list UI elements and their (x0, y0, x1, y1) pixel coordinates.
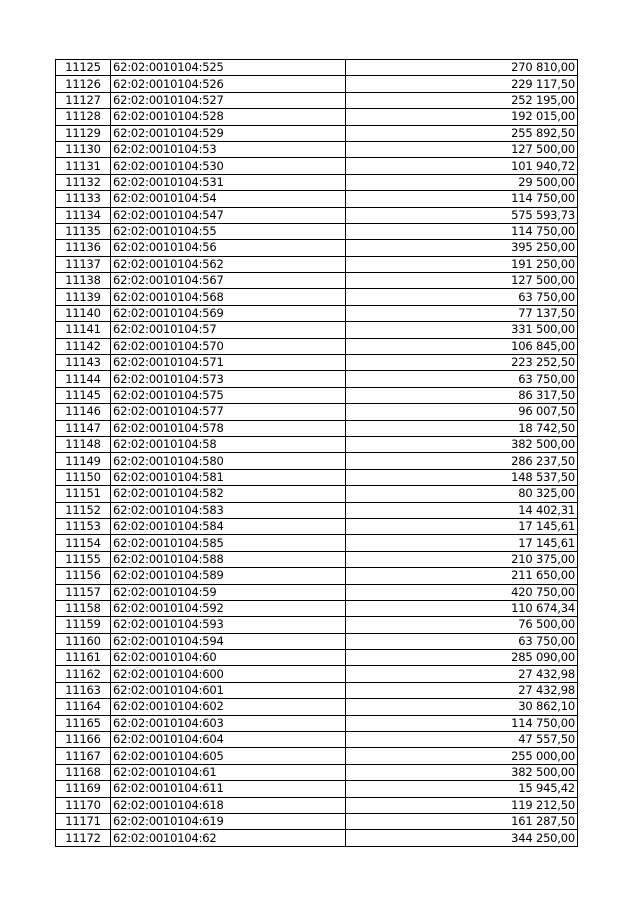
row-number-cell: 11149 (56, 453, 111, 469)
row-number-cell: 11169 (56, 781, 111, 797)
value-cell: 229 117,50 (346, 76, 578, 92)
value-cell: 27 432,98 (346, 682, 578, 698)
value-cell: 223 252,50 (346, 355, 578, 371)
row-number-cell: 11161 (56, 650, 111, 666)
table-row (56, 338, 578, 354)
cadastral-number-cell: 62:02:0010104:600 (111, 666, 346, 682)
row-number-cell: 11141 (56, 322, 111, 338)
cadastral-number-cell: 62:02:0010104:594 (111, 633, 346, 649)
cadastral-number-cell: 62:02:0010104:619 (111, 813, 346, 829)
value-cell: 192 015,00 (346, 109, 578, 125)
value-cell: 77 137,50 (346, 305, 578, 321)
cadastral-number-cell: 62:02:0010104:577 (111, 404, 346, 420)
value-cell: 255 892,50 (346, 125, 578, 141)
value-cell: 63 750,00 (346, 633, 578, 649)
table-row (56, 305, 578, 321)
cadastral-number-cell: 62:02:0010104:578 (111, 420, 346, 436)
cadastral-number-cell: 62:02:0010104:618 (111, 797, 346, 813)
row-number-cell: 11145 (56, 387, 111, 403)
table-row (56, 813, 578, 829)
cadastral-number-cell: 62:02:0010104:547 (111, 207, 346, 223)
table-row (56, 797, 578, 813)
table-row (56, 387, 578, 403)
row-number-cell: 11151 (56, 486, 111, 502)
row-number-cell: 11150 (56, 469, 111, 485)
table-row (56, 453, 578, 469)
table-row (56, 436, 578, 452)
cadastral-number-cell: 62:02:0010104:60 (111, 650, 346, 666)
row-number-cell: 11135 (56, 223, 111, 239)
cadastral-number-cell: 62:02:0010104:58 (111, 436, 346, 452)
table-row (56, 420, 578, 436)
table-row (56, 502, 578, 518)
cadastral-number-cell: 62:02:0010104:54 (111, 191, 346, 207)
row-number-cell: 11139 (56, 289, 111, 305)
table-row (56, 748, 578, 764)
table-row (56, 158, 578, 174)
value-cell: 114 750,00 (346, 715, 578, 731)
table-row (56, 125, 578, 141)
value-cell: 191 250,00 (346, 256, 578, 272)
table-row (56, 600, 578, 616)
row-number-cell: 11138 (56, 273, 111, 289)
cadastral-number-cell: 62:02:0010104:57 (111, 322, 346, 338)
row-number-cell: 11127 (56, 92, 111, 108)
value-cell: 575 593,73 (346, 207, 578, 223)
table-body (56, 60, 578, 847)
value-cell: 76 500,00 (346, 617, 578, 633)
row-number-cell: 11152 (56, 502, 111, 518)
cadastral-number-cell: 62:02:0010104:611 (111, 781, 346, 797)
value-cell: 47 557,50 (346, 732, 578, 748)
cadastral-number-cell: 62:02:0010104:62 (111, 830, 346, 846)
cadastral-number-cell: 62:02:0010104:602 (111, 699, 346, 715)
cadastral-number-cell: 62:02:0010104:567 (111, 273, 346, 289)
value-cell: 114 750,00 (346, 223, 578, 239)
row-number-cell: 11147 (56, 420, 111, 436)
table-row (56, 633, 578, 649)
row-number-cell: 11155 (56, 551, 111, 567)
cadastral-number-cell: 62:02:0010104:570 (111, 338, 346, 354)
cadastral-number-cell: 62:02:0010104:56 (111, 240, 346, 256)
cadastral-number-cell: 62:02:0010104:604 (111, 732, 346, 748)
table-row (56, 92, 578, 108)
row-number-cell: 11171 (56, 813, 111, 829)
row-number-cell: 11125 (56, 60, 111, 76)
cadastral-number-cell: 62:02:0010104:571 (111, 355, 346, 371)
cadastral-number-cell: 62:02:0010104:562 (111, 256, 346, 272)
row-number-cell: 11159 (56, 617, 111, 633)
cadastral-number-cell: 62:02:0010104:526 (111, 76, 346, 92)
row-number-cell: 11133 (56, 191, 111, 207)
cadastral-number-cell: 62:02:0010104:53 (111, 141, 346, 157)
cadastral-number-cell: 62:02:0010104:529 (111, 125, 346, 141)
value-cell: 127 500,00 (346, 141, 578, 157)
table-row (56, 551, 578, 567)
table-row (56, 191, 578, 207)
table-row (56, 584, 578, 600)
cadastral-number-cell: 62:02:0010104:589 (111, 568, 346, 584)
value-cell: 127 500,00 (346, 273, 578, 289)
table-row (56, 273, 578, 289)
value-cell: 382 500,00 (346, 436, 578, 452)
value-cell: 255 000,00 (346, 748, 578, 764)
table-row (56, 371, 578, 387)
cadastral-number-cell: 62:02:0010104:61 (111, 764, 346, 780)
value-cell: 15 945,42 (346, 781, 578, 797)
value-cell: 211 650,00 (346, 568, 578, 584)
cadastral-number-cell: 62:02:0010104:605 (111, 748, 346, 764)
table-row (56, 76, 578, 92)
table-row (56, 404, 578, 420)
row-number-cell: 11148 (56, 436, 111, 452)
row-number-cell: 11154 (56, 535, 111, 551)
cadastral-number-cell: 62:02:0010104:527 (111, 92, 346, 108)
table-row (56, 699, 578, 715)
table-row (56, 650, 578, 666)
value-cell: 331 500,00 (346, 322, 578, 338)
cadastral-number-cell: 62:02:0010104:588 (111, 551, 346, 567)
table-row (56, 223, 578, 239)
table-row (56, 715, 578, 731)
table-row (56, 174, 578, 190)
cadastral-number-cell: 62:02:0010104:603 (111, 715, 346, 731)
cadastral-number-cell: 62:02:0010104:583 (111, 502, 346, 518)
row-number-cell: 11140 (56, 305, 111, 321)
cadastral-number-cell: 62:02:0010104:593 (111, 617, 346, 633)
row-number-cell: 11130 (56, 141, 111, 157)
row-number-cell: 11170 (56, 797, 111, 813)
value-cell: 17 145,61 (346, 518, 578, 534)
value-cell: 395 250,00 (346, 240, 578, 256)
table-row (56, 617, 578, 633)
value-cell: 286 237,50 (346, 453, 578, 469)
value-cell: 106 845,00 (346, 338, 578, 354)
table-row (56, 207, 578, 223)
value-cell: 17 145,61 (346, 535, 578, 551)
value-cell: 101 940,72 (346, 158, 578, 174)
cadastral-number-cell: 62:02:0010104:55 (111, 223, 346, 239)
row-number-cell: 11164 (56, 699, 111, 715)
table-row (56, 568, 578, 584)
value-cell: 96 007,50 (346, 404, 578, 420)
table-row (56, 240, 578, 256)
table-row (56, 486, 578, 502)
value-cell: 148 537,50 (346, 469, 578, 485)
table-row (56, 732, 578, 748)
value-cell: 420 750,00 (346, 584, 578, 600)
cadastral-number-cell: 62:02:0010104:568 (111, 289, 346, 305)
value-cell: 110 674,34 (346, 600, 578, 616)
row-number-cell: 11136 (56, 240, 111, 256)
table-row (56, 764, 578, 780)
row-number-cell: 11157 (56, 584, 111, 600)
table-row (56, 141, 578, 157)
value-cell: 80 325,00 (346, 486, 578, 502)
table-row (56, 322, 578, 338)
table-row (56, 518, 578, 534)
row-number-cell: 11134 (56, 207, 111, 223)
cadastral-number-cell: 62:02:0010104:592 (111, 600, 346, 616)
value-cell: 382 500,00 (346, 764, 578, 780)
cadastral-number-cell: 62:02:0010104:582 (111, 486, 346, 502)
value-cell: 14 402,31 (346, 502, 578, 518)
cadastral-number-cell: 62:02:0010104:531 (111, 174, 346, 190)
table-row (56, 469, 578, 485)
cadastral-number-cell: 62:02:0010104:581 (111, 469, 346, 485)
value-cell: 30 862,10 (346, 699, 578, 715)
table-row (56, 535, 578, 551)
row-number-cell: 11129 (56, 125, 111, 141)
cadastral-number-cell: 62:02:0010104:525 (111, 60, 346, 76)
row-number-cell: 11128 (56, 109, 111, 125)
row-number-cell: 11162 (56, 666, 111, 682)
cadastral-number-cell: 62:02:0010104:528 (111, 109, 346, 125)
row-number-cell: 11153 (56, 518, 111, 534)
table-row (56, 60, 578, 76)
row-number-cell: 11160 (56, 633, 111, 649)
cadastral-number-cell: 62:02:0010104:59 (111, 584, 346, 600)
row-number-cell: 11142 (56, 338, 111, 354)
row-number-cell: 11132 (56, 174, 111, 190)
cadastral-number-cell: 62:02:0010104:569 (111, 305, 346, 321)
table-row (56, 666, 578, 682)
value-cell: 161 287,50 (346, 813, 578, 829)
row-number-cell: 11163 (56, 682, 111, 698)
row-number-cell: 11165 (56, 715, 111, 731)
table-row (56, 355, 578, 371)
value-cell: 63 750,00 (346, 371, 578, 387)
row-number-cell: 11131 (56, 158, 111, 174)
value-cell: 344 250,00 (346, 830, 578, 846)
value-cell: 86 317,50 (346, 387, 578, 403)
row-number-cell: 11168 (56, 764, 111, 780)
row-number-cell: 11146 (56, 404, 111, 420)
value-cell: 114 750,00 (346, 191, 578, 207)
cadastral-number-cell: 62:02:0010104:585 (111, 535, 346, 551)
row-number-cell: 11143 (56, 355, 111, 371)
cadastral-number-cell: 62:02:0010104:580 (111, 453, 346, 469)
value-cell: 27 432,98 (346, 666, 578, 682)
cadastral-number-cell: 62:02:0010104:601 (111, 682, 346, 698)
row-number-cell: 11126 (56, 76, 111, 92)
value-cell: 285 090,00 (346, 650, 578, 666)
table-row (56, 256, 578, 272)
table-row (56, 781, 578, 797)
row-number-cell: 11137 (56, 256, 111, 272)
row-number-cell: 11167 (56, 748, 111, 764)
value-cell: 270 810,00 (346, 60, 578, 76)
value-cell: 18 742,50 (346, 420, 578, 436)
cadastral-number-cell: 62:02:0010104:584 (111, 518, 346, 534)
row-number-cell: 11166 (56, 732, 111, 748)
cadastral-number-cell: 62:02:0010104:530 (111, 158, 346, 174)
cadastral-number-cell: 62:02:0010104:575 (111, 387, 346, 403)
value-cell: 29 500,00 (346, 174, 578, 190)
value-cell: 210 375,00 (346, 551, 578, 567)
cadastral-value-table (55, 59, 578, 847)
table-row (56, 109, 578, 125)
value-cell: 119 212,50 (346, 797, 578, 813)
cadastral-number-cell: 62:02:0010104:573 (111, 371, 346, 387)
value-cell: 63 750,00 (346, 289, 578, 305)
table-row (56, 830, 578, 846)
table-row (56, 682, 578, 698)
row-number-cell: 11156 (56, 568, 111, 584)
row-number-cell: 11172 (56, 830, 111, 846)
row-number-cell: 11158 (56, 600, 111, 616)
row-number-cell: 11144 (56, 371, 111, 387)
table-row (56, 289, 578, 305)
value-cell: 252 195,00 (346, 92, 578, 108)
